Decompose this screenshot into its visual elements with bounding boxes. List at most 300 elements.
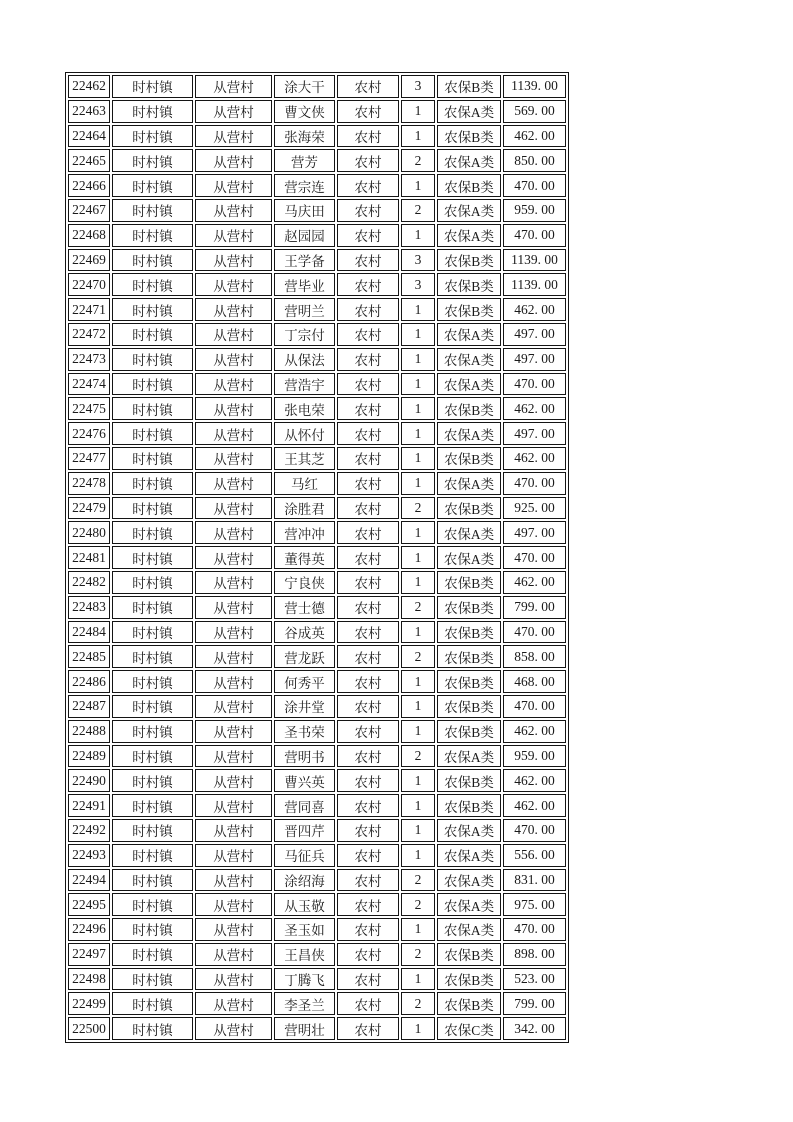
cell-id: 22478 [68, 472, 110, 495]
cell-town: 时村镇 [112, 472, 193, 495]
cell-amount: 462. 00 [503, 794, 566, 817]
cell-residence-type: 农村 [337, 447, 399, 470]
cell-village: 从营村 [195, 447, 272, 470]
cell-residence-type: 农村 [337, 844, 399, 867]
cell-residence-type: 农村 [337, 472, 399, 495]
table-row [68, 298, 566, 321]
cell-insurance-category: 农保A类 [437, 323, 501, 346]
cell-person-count: 1 [401, 819, 435, 842]
cell-residence-type: 农村 [337, 695, 399, 718]
cell-person-count: 1 [401, 918, 435, 941]
cell-id: 22491 [68, 794, 110, 817]
cell-amount: 462. 00 [503, 769, 566, 792]
cell-id: 22500 [68, 1017, 110, 1040]
cell-amount: 462. 00 [503, 397, 566, 420]
cell-residence-type: 农村 [337, 75, 399, 98]
cell-person-count: 1 [401, 844, 435, 867]
cell-town: 时村镇 [112, 769, 193, 792]
cell-amount: 898. 00 [503, 943, 566, 966]
cell-amount: 556. 00 [503, 844, 566, 867]
cell-residence-type: 农村 [337, 794, 399, 817]
cell-person-count: 1 [401, 447, 435, 470]
cell-person-count: 3 [401, 273, 435, 296]
cell-village: 从营村 [195, 1017, 272, 1040]
cell-residence-type: 农村 [337, 373, 399, 396]
cell-town: 时村镇 [112, 571, 193, 594]
cell-town: 时村镇 [112, 596, 193, 619]
cell-id: 22465 [68, 149, 110, 172]
cell-person-name: 从怀付 [274, 422, 335, 445]
cell-amount: 470. 00 [503, 472, 566, 495]
cell-person-name: 丁宗付 [274, 323, 335, 346]
cell-village: 从营村 [195, 794, 272, 817]
cell-person-count: 2 [401, 596, 435, 619]
table-row [68, 174, 566, 197]
cell-village: 从营村 [195, 298, 272, 321]
cell-town: 时村镇 [112, 100, 193, 123]
cell-id: 22463 [68, 100, 110, 123]
cell-town: 时村镇 [112, 521, 193, 544]
cell-town: 时村镇 [112, 645, 193, 668]
cell-amount: 569. 00 [503, 100, 566, 123]
cell-id: 22485 [68, 645, 110, 668]
cell-person-name: 谷成英 [274, 621, 335, 644]
cell-village: 从营村 [195, 720, 272, 743]
table-row [68, 571, 566, 594]
cell-person-count: 1 [401, 174, 435, 197]
cell-amount: 462. 00 [503, 571, 566, 594]
cell-amount: 470. 00 [503, 918, 566, 941]
cell-insurance-category: 农保B类 [437, 943, 501, 966]
table-row [68, 373, 566, 396]
cell-id: 22496 [68, 918, 110, 941]
cell-insurance-category: 农保B类 [437, 298, 501, 321]
cell-town: 时村镇 [112, 670, 193, 693]
cell-village: 从营村 [195, 422, 272, 445]
cell-town: 时村镇 [112, 125, 193, 148]
cell-insurance-category: 农保B类 [437, 769, 501, 792]
cell-id: 22474 [68, 373, 110, 396]
cell-amount: 470. 00 [503, 695, 566, 718]
cell-person-name: 马征兵 [274, 844, 335, 867]
cell-id: 22492 [68, 819, 110, 842]
cell-insurance-category: 农保A类 [437, 745, 501, 768]
cell-amount: 1139. 00 [503, 249, 566, 272]
cell-person-count: 1 [401, 521, 435, 544]
cell-person-count: 1 [401, 125, 435, 148]
cell-town: 时村镇 [112, 397, 193, 420]
cell-id: 22498 [68, 968, 110, 991]
cell-village: 从营村 [195, 670, 272, 693]
cell-village: 从营村 [195, 348, 272, 371]
table-row [68, 447, 566, 470]
cell-amount: 850. 00 [503, 149, 566, 172]
cell-id: 22486 [68, 670, 110, 693]
cell-amount: 1139. 00 [503, 273, 566, 296]
cell-person-name: 涂胜君 [274, 497, 335, 520]
table-row [68, 968, 566, 991]
cell-town: 时村镇 [112, 720, 193, 743]
cell-insurance-category: 农保A类 [437, 546, 501, 569]
cell-person-count: 2 [401, 992, 435, 1015]
cell-amount: 470. 00 [503, 174, 566, 197]
cell-insurance-category: 农保B类 [437, 621, 501, 644]
cell-village: 从营村 [195, 769, 272, 792]
cell-insurance-category: 农保B类 [437, 75, 501, 98]
cell-village: 从营村 [195, 323, 272, 346]
cell-insurance-category: 农保B类 [437, 596, 501, 619]
cell-insurance-category: 农保B类 [437, 645, 501, 668]
cell-person-name: 涂绍海 [274, 869, 335, 892]
table-row [68, 794, 566, 817]
cell-residence-type: 农村 [337, 819, 399, 842]
cell-person-count: 1 [401, 546, 435, 569]
cell-id: 22494 [68, 869, 110, 892]
cell-person-count: 1 [401, 720, 435, 743]
cell-person-count: 2 [401, 149, 435, 172]
cell-id: 22479 [68, 497, 110, 520]
cell-person-count: 2 [401, 199, 435, 222]
cell-person-count: 1 [401, 769, 435, 792]
cell-village: 从营村 [195, 174, 272, 197]
cell-town: 时村镇 [112, 447, 193, 470]
cell-town: 时村镇 [112, 844, 193, 867]
cell-amount: 959. 00 [503, 199, 566, 222]
cell-insurance-category: 农保A类 [437, 422, 501, 445]
table-row [68, 819, 566, 842]
cell-amount: 470. 00 [503, 546, 566, 569]
cell-person-count: 1 [401, 670, 435, 693]
table-row [68, 596, 566, 619]
cell-residence-type: 农村 [337, 943, 399, 966]
table-row [68, 100, 566, 123]
cell-town: 时村镇 [112, 918, 193, 941]
cell-insurance-category: 农保B类 [437, 497, 501, 520]
cell-town: 时村镇 [112, 298, 193, 321]
table-row [68, 199, 566, 222]
cell-residence-type: 农村 [337, 249, 399, 272]
cell-person-count: 3 [401, 75, 435, 98]
cell-insurance-category: 农保B类 [437, 397, 501, 420]
cell-id: 22497 [68, 943, 110, 966]
cell-town: 时村镇 [112, 546, 193, 569]
table-row [68, 621, 566, 644]
cell-residence-type: 农村 [337, 125, 399, 148]
cell-town: 时村镇 [112, 249, 193, 272]
cell-insurance-category: 农保B类 [437, 447, 501, 470]
cell-amount: 462. 00 [503, 720, 566, 743]
cell-residence-type: 农村 [337, 893, 399, 916]
cell-person-name: 张电荣 [274, 397, 335, 420]
cell-id: 22480 [68, 521, 110, 544]
cell-person-count: 1 [401, 397, 435, 420]
cell-id: 22477 [68, 447, 110, 470]
cell-id: 22471 [68, 298, 110, 321]
cell-person-name: 营龙跃 [274, 645, 335, 668]
cell-person-name: 王其芝 [274, 447, 335, 470]
cell-insurance-category: 农保B类 [437, 968, 501, 991]
cell-insurance-category: 农保B类 [437, 273, 501, 296]
cell-amount: 470. 00 [503, 819, 566, 842]
cell-amount: 468. 00 [503, 670, 566, 693]
cell-amount: 470. 00 [503, 621, 566, 644]
cell-village: 从营村 [195, 819, 272, 842]
cell-id: 22499 [68, 992, 110, 1015]
cell-town: 时村镇 [112, 968, 193, 991]
cell-village: 从营村 [195, 472, 272, 495]
cell-person-count: 2 [401, 893, 435, 916]
cell-person-count: 2 [401, 943, 435, 966]
cell-residence-type: 农村 [337, 645, 399, 668]
cell-person-name: 丁腾飞 [274, 968, 335, 991]
cell-person-name: 营毕业 [274, 273, 335, 296]
cell-person-count: 1 [401, 323, 435, 346]
cell-village: 从营村 [195, 745, 272, 768]
cell-residence-type: 农村 [337, 670, 399, 693]
cell-id: 22483 [68, 596, 110, 619]
table-row [68, 869, 566, 892]
cell-id: 22490 [68, 769, 110, 792]
cell-person-name: 张海荣 [274, 125, 335, 148]
cell-village: 从营村 [195, 596, 272, 619]
table-row [68, 943, 566, 966]
cell-residence-type: 农村 [337, 521, 399, 544]
table-row [68, 75, 566, 98]
cell-residence-type: 农村 [337, 273, 399, 296]
cell-residence-type: 农村 [337, 769, 399, 792]
cell-amount: 342. 00 [503, 1017, 566, 1040]
cell-person-name: 营明壮 [274, 1017, 335, 1040]
cell-person-count: 2 [401, 869, 435, 892]
table-row [68, 645, 566, 668]
cell-person-name: 圣书荣 [274, 720, 335, 743]
cell-person-name: 晋四芹 [274, 819, 335, 842]
cell-person-name: 从玉敬 [274, 893, 335, 916]
cell-residence-type: 农村 [337, 348, 399, 371]
cell-village: 从营村 [195, 943, 272, 966]
cell-residence-type: 农村 [337, 224, 399, 247]
table-row [68, 546, 566, 569]
cell-insurance-category: 农保B类 [437, 992, 501, 1015]
cell-town: 时村镇 [112, 149, 193, 172]
cell-residence-type: 农村 [337, 720, 399, 743]
cell-person-count: 1 [401, 373, 435, 396]
table-row [68, 249, 566, 272]
cell-amount: 497. 00 [503, 348, 566, 371]
cell-village: 从营村 [195, 645, 272, 668]
cell-insurance-category: 农保B类 [437, 571, 501, 594]
cell-town: 时村镇 [112, 75, 193, 98]
cell-insurance-category: 农保B类 [437, 249, 501, 272]
cell-town: 时村镇 [112, 794, 193, 817]
cell-insurance-category: 农保A类 [437, 224, 501, 247]
cell-town: 时村镇 [112, 224, 193, 247]
cell-id: 22493 [68, 844, 110, 867]
cell-id: 22473 [68, 348, 110, 371]
cell-person-count: 1 [401, 794, 435, 817]
cell-person-name: 马红 [274, 472, 335, 495]
cell-village: 从营村 [195, 546, 272, 569]
cell-person-name: 宁良侠 [274, 571, 335, 594]
cell-person-name: 赵园园 [274, 224, 335, 247]
cell-village: 从营村 [195, 869, 272, 892]
cell-town: 时村镇 [112, 819, 193, 842]
table-row [68, 844, 566, 867]
cell-person-count: 1 [401, 1017, 435, 1040]
cell-person-name: 何秀平 [274, 670, 335, 693]
cell-amount: 462. 00 [503, 447, 566, 470]
cell-id: 22487 [68, 695, 110, 718]
cell-town: 时村镇 [112, 695, 193, 718]
table-row [68, 348, 566, 371]
table-row [68, 670, 566, 693]
cell-amount: 497. 00 [503, 422, 566, 445]
cell-village: 从营村 [195, 149, 272, 172]
cell-village: 从营村 [195, 125, 272, 148]
cell-residence-type: 农村 [337, 1017, 399, 1040]
cell-person-name: 营冲冲 [274, 521, 335, 544]
cell-village: 从营村 [195, 373, 272, 396]
table-row [68, 125, 566, 148]
cell-insurance-category: 农保A类 [437, 844, 501, 867]
cell-amount: 925. 00 [503, 497, 566, 520]
cell-id: 22472 [68, 323, 110, 346]
cell-person-count: 1 [401, 472, 435, 495]
cell-person-count: 2 [401, 645, 435, 668]
cell-amount: 497. 00 [503, 521, 566, 544]
cell-residence-type: 农村 [337, 323, 399, 346]
table-row [68, 695, 566, 718]
cell-amount: 799. 00 [503, 992, 566, 1015]
table-row [68, 745, 566, 768]
cell-town: 时村镇 [112, 273, 193, 296]
table-body [68, 75, 566, 1040]
cell-id: 22470 [68, 273, 110, 296]
cell-insurance-category: 农保A类 [437, 149, 501, 172]
cell-person-name: 李圣兰 [274, 992, 335, 1015]
cell-amount: 858. 00 [503, 645, 566, 668]
cell-id: 22476 [68, 422, 110, 445]
cell-id: 22468 [68, 224, 110, 247]
cell-village: 从营村 [195, 497, 272, 520]
cell-person-name: 营同喜 [274, 794, 335, 817]
cell-person-name: 王昌侠 [274, 943, 335, 966]
cell-insurance-category: 农保C类 [437, 1017, 501, 1040]
cell-town: 时村镇 [112, 745, 193, 768]
cell-insurance-category: 农保A类 [437, 100, 501, 123]
cell-village: 从营村 [195, 893, 272, 916]
cell-town: 时村镇 [112, 422, 193, 445]
cell-id: 22475 [68, 397, 110, 420]
cell-person-name: 王学备 [274, 249, 335, 272]
table-row [68, 149, 566, 172]
cell-residence-type: 农村 [337, 571, 399, 594]
table-row [68, 323, 566, 346]
table-row [68, 497, 566, 520]
cell-village: 从营村 [195, 844, 272, 867]
cell-insurance-category: 农保B类 [437, 794, 501, 817]
cell-town: 时村镇 [112, 893, 193, 916]
cell-town: 时村镇 [112, 1017, 193, 1040]
cell-town: 时村镇 [112, 174, 193, 197]
cell-person-count: 1 [401, 224, 435, 247]
cell-amount: 975. 00 [503, 893, 566, 916]
cell-residence-type: 农村 [337, 546, 399, 569]
cell-residence-type: 农村 [337, 174, 399, 197]
cell-residence-type: 农村 [337, 149, 399, 172]
table-row [68, 1017, 566, 1040]
cell-person-name: 营芳 [274, 149, 335, 172]
cell-person-name: 曹兴英 [274, 769, 335, 792]
cell-town: 时村镇 [112, 199, 193, 222]
cell-village: 从营村 [195, 199, 272, 222]
cell-village: 从营村 [195, 224, 272, 247]
table-row [68, 224, 566, 247]
cell-town: 时村镇 [112, 348, 193, 371]
cell-residence-type: 农村 [337, 100, 399, 123]
cell-amount: 523. 00 [503, 968, 566, 991]
cell-id: 22482 [68, 571, 110, 594]
table-row [68, 422, 566, 445]
cell-residence-type: 农村 [337, 298, 399, 321]
cell-residence-type: 农村 [337, 968, 399, 991]
cell-person-count: 1 [401, 621, 435, 644]
cell-town: 时村镇 [112, 943, 193, 966]
cell-town: 时村镇 [112, 497, 193, 520]
cell-amount: 497. 00 [503, 323, 566, 346]
cell-insurance-category: 农保A类 [437, 472, 501, 495]
cell-person-name: 营明兰 [274, 298, 335, 321]
cell-insurance-category: 农保B类 [437, 670, 501, 693]
cell-residence-type: 农村 [337, 869, 399, 892]
cell-residence-type: 农村 [337, 596, 399, 619]
cell-village: 从营村 [195, 273, 272, 296]
cell-person-count: 2 [401, 745, 435, 768]
cell-residence-type: 农村 [337, 397, 399, 420]
cell-insurance-category: 农保A类 [437, 373, 501, 396]
cell-person-name: 圣玉如 [274, 918, 335, 941]
cell-id: 22488 [68, 720, 110, 743]
cell-person-name: 营浩宇 [274, 373, 335, 396]
cell-residence-type: 农村 [337, 918, 399, 941]
cell-residence-type: 农村 [337, 621, 399, 644]
cell-id: 22469 [68, 249, 110, 272]
cell-insurance-category: 农保B类 [437, 720, 501, 743]
table-row [68, 397, 566, 420]
cell-village: 从营村 [195, 75, 272, 98]
cell-town: 时村镇 [112, 323, 193, 346]
table-row [68, 273, 566, 296]
table-row [68, 893, 566, 916]
cell-person-name: 从保法 [274, 348, 335, 371]
cell-person-count: 1 [401, 348, 435, 371]
cell-id: 22464 [68, 125, 110, 148]
cell-id: 22489 [68, 745, 110, 768]
cell-town: 时村镇 [112, 869, 193, 892]
table-row [68, 918, 566, 941]
cell-village: 从营村 [195, 249, 272, 272]
cell-id: 22462 [68, 75, 110, 98]
cell-residence-type: 农村 [337, 745, 399, 768]
cell-village: 从营村 [195, 100, 272, 123]
cell-village: 从营村 [195, 571, 272, 594]
cell-village: 从营村 [195, 621, 272, 644]
cell-town: 时村镇 [112, 992, 193, 1015]
table-row [68, 521, 566, 544]
cell-insurance-category: 农保A类 [437, 819, 501, 842]
cell-amount: 462. 00 [503, 125, 566, 148]
cell-insurance-category: 农保A类 [437, 869, 501, 892]
